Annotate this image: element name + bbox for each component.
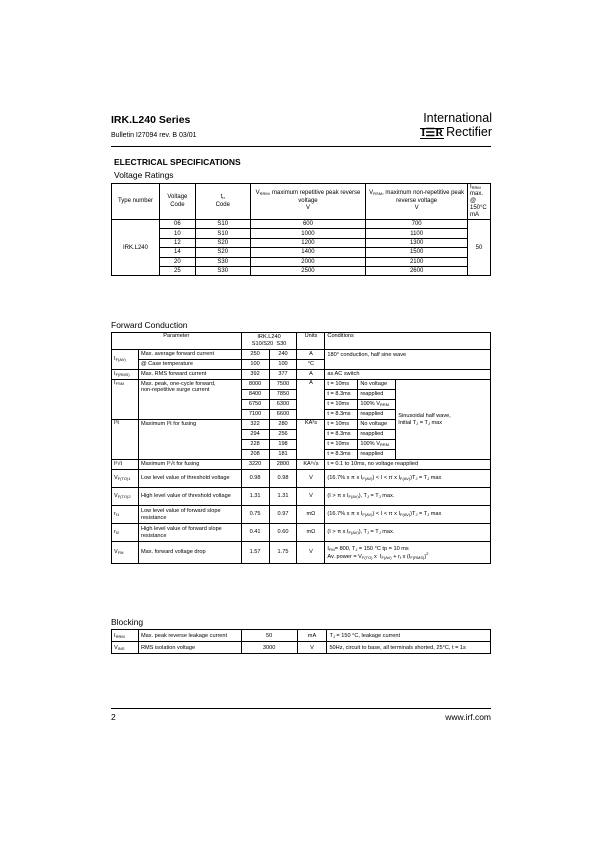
cell: 0.41 [241,524,269,542]
cell: 208 [241,450,269,460]
cell: t = 8.3ms [325,390,358,400]
param-desc: Maximum I²√t for fusing [138,460,241,470]
cell: 2800 [269,460,297,470]
param-symbol: $V_{INS}$ [112,642,139,654]
param-symbol: $I_{RRM}$ [112,630,139,642]
cell: 240 [269,350,297,360]
cell: No voltage [358,420,396,430]
sinusoidal-note: Sinusoidal half wave, Initial $T_J = T_J$ max [396,380,491,460]
cell: 1.31 [269,488,297,506]
cell: 50Hz, circuit to base, all terminals shorted, 25°C, t = 1s [327,642,491,654]
param-desc: Max. RMS forward current [138,370,241,380]
cell: KA²s [297,420,325,460]
param-symbol: $I_{FSM}$ [112,380,139,420]
cell: A [297,370,325,380]
cell: 50 [241,630,297,642]
logo-ir: I☰R [421,127,444,139]
irrm-value-cell: 50 [467,220,490,276]
col-device: IRK.L240 S10/S20 S30 [241,333,297,350]
logo-line2: Rectifier [446,125,492,139]
cell: 100 [269,360,297,370]
cell: 256 [269,430,297,440]
cell: 6300 [269,400,297,410]
param-desc: Max. peak reverse leakage current [138,630,241,642]
param-symbol: $I_{F(AV)}$ [112,350,139,370]
cell: V [297,488,325,506]
col-trr-code: $t_{rr}$ Code [195,184,250,220]
col-conditions: Conditions [325,333,491,350]
cell: 377 [269,370,297,380]
cell: 1.57 [241,542,269,564]
cell: reapplied [358,450,396,460]
cell: S20 [195,248,250,257]
footer-url[interactable]: www.irf.com [445,712,491,722]
cell: KA²√s [297,460,325,470]
voltage-ratings-table [111,183,491,276]
cell: 6750 [241,400,269,410]
cell: 14 [159,248,195,257]
cell: 7100 [241,410,269,420]
logo-line1: International [423,111,492,125]
cell: 3220 [241,460,269,470]
param-symbol: I²√t [112,460,139,470]
cell: 12 [159,238,195,247]
cell: $T_J = 150$ °C, leakage current [327,630,491,642]
cell: 25 [159,266,195,275]
section-heading: ELECTRICAL SPECIFICATIONS [114,157,241,167]
col-irrm: $I_{RRM}$ max. @ 150°C mA [467,184,490,220]
cell: (I > π x $I_{F(AV)}$), $T_J = T_J$ max. [325,524,491,542]
forward-conduction-table [111,332,491,564]
cell: t = 8.3ms [325,430,358,440]
cell: 700 [366,220,468,229]
cell: 181 [269,450,297,460]
cell: 100% $V_{RRM}$ [358,440,396,450]
cell: t = 8.3ms [325,410,358,420]
cell: $I_{FM}= 800$, $T_J = 150$ °C tp = 10 ms Av. power = $V_{F(TO)}$ x $I_{F(AV)} + r_f$ x $(I_{F(RMS)})^2$ [325,542,491,564]
cell: 0.75 [241,506,269,524]
cell: 0.98 [269,470,297,488]
cell: 1300 [366,238,468,247]
cell: t = 0.1 to 10ms, no voltage reapplied [325,460,491,470]
company-logo [412,111,492,139]
type-number-cell: IRK.L240 [112,220,160,276]
param-desc: Max. peak, one-cycle forward, non-repetitive surge current [138,380,241,420]
cell: 1.75 [269,542,297,564]
cell: 6600 [269,410,297,420]
cell: S30 [195,257,250,266]
cell: 100% $V_{RRM}$ [358,400,396,410]
param-desc: Max. forward voltage drop [138,542,241,564]
header-divider [111,146,491,147]
cell: 250 [241,350,269,360]
cell: reapplied [358,430,396,440]
param-symbol: $V_{F(TO)2}$ [112,488,139,506]
cell: 600 [250,220,366,229]
param-symbol: $V_{F(TO)1}$ [112,470,139,488]
cell: 7500 [269,380,297,390]
cell: 2600 [366,266,468,275]
cell: 10 [159,229,195,238]
cell: (I > π x $I_{F(AV)}$), $T_J = T_J$ max. [325,488,491,506]
document-title: IRK.L240 Series [111,114,191,126]
cell: 1000 [250,229,366,238]
param-symbol: $r_{f2}$ [112,524,139,542]
param-desc: RMS isolation voltage [138,642,241,654]
cell: (16.7% x π x $I_{F(AV)}) < I < \pi$ x $I_{F(AV)})T_J = T_J$ max [325,470,491,488]
col-parameter: Parameter [112,333,242,350]
col-voltage-code: Voltage Code [159,184,195,220]
cell: t = 10ms [325,440,358,450]
cell: reapplied [358,390,396,400]
cell: 2500 [250,266,366,275]
cell: mA [297,630,327,642]
cell: t = 10ms [325,400,358,410]
cell: V [297,470,325,488]
col-vrrm: $V_{RRM}$, maximum repetitive peak reverse voltage V [250,184,366,220]
cell: S10 [195,220,250,229]
cell: mΩ [297,506,325,524]
cell: 392 [241,370,269,380]
cell: 20 [159,257,195,266]
cell: S30 [195,266,250,275]
param-symbol: $I_{F(RMS)}$ [112,370,139,380]
forward-conduction-heading: Forward Conduction [111,320,188,330]
cell: A [297,380,325,420]
cell: 2000 [250,257,366,266]
param-desc: Low level value of threshold voltage [138,470,241,488]
cell: 3000 [241,642,297,654]
cell: reapplied [358,410,396,420]
col-vrsm: $V_{RSM}$, maximum non-repetitive peak reverse voltage V [366,184,468,220]
cell: 322 [241,420,269,430]
cell: 7850 [269,390,297,400]
param-desc: Max. average forward current [138,350,241,360]
cell: 1500 [366,248,468,257]
cell: 06 [159,220,195,229]
cell: 0.97 [269,506,297,524]
cell: 180° conduction, half sine wave [325,350,491,370]
cell: V [297,542,325,564]
cell: as AC switch [325,370,491,380]
param-desc: Low level value of forward slope resistance [138,506,241,524]
col-units: Units [297,333,325,350]
bulletin-line: Bulletin I27094 rev. B 03/01 [111,132,197,139]
param-symbol: $V_{FM}$ [112,542,139,564]
param-symbol: $r_{f1}$ [112,506,139,524]
cell: 1200 [250,238,366,247]
cell: 0.98 [241,470,269,488]
cell: 228 [241,440,269,450]
cell: 198 [269,440,297,450]
cell: (16.7% x π x $I_{F(AV)}) < I < \pi$ x $I_{F(AV)})T_J = T_J$ max [325,506,491,524]
page-number: 2 [111,712,116,722]
cell: 1400 [250,248,366,257]
blocking-table [111,629,491,654]
cell: t = 10ms [325,380,358,390]
cell: °C [297,360,325,370]
cell: 294 [241,430,269,440]
voltage-ratings-heading: Voltage Ratings [114,170,174,180]
cell: 8400 [241,390,269,400]
cell: t = 10ms [325,420,358,430]
footer-divider [111,708,491,709]
cell: V [297,642,327,654]
cell: 8000 [241,380,269,390]
cell: 1.31 [241,488,269,506]
cell: 1100 [366,229,468,238]
blocking-heading: Blocking [111,617,144,627]
param-desc: High level value of threshold voltage [138,488,241,506]
cell: S10 [195,229,250,238]
cell: 280 [269,420,297,430]
param-desc: High level value of forward slope resistance [138,524,241,542]
cell: A [297,350,325,360]
cell: t = 8.3ms [325,450,358,460]
cell: 2100 [366,257,468,266]
cell: 100 [241,360,269,370]
col-type-number: Type number [112,184,160,220]
cell: 0.60 [269,524,297,542]
cell: mΩ [297,524,325,542]
param-symbol: I²t [112,420,139,460]
param-desc: Maximum I²t for fusing [138,420,241,460]
cell: S20 [195,238,250,247]
param-desc: @ Case temperature [138,360,241,370]
cell: No voltage [358,380,396,390]
